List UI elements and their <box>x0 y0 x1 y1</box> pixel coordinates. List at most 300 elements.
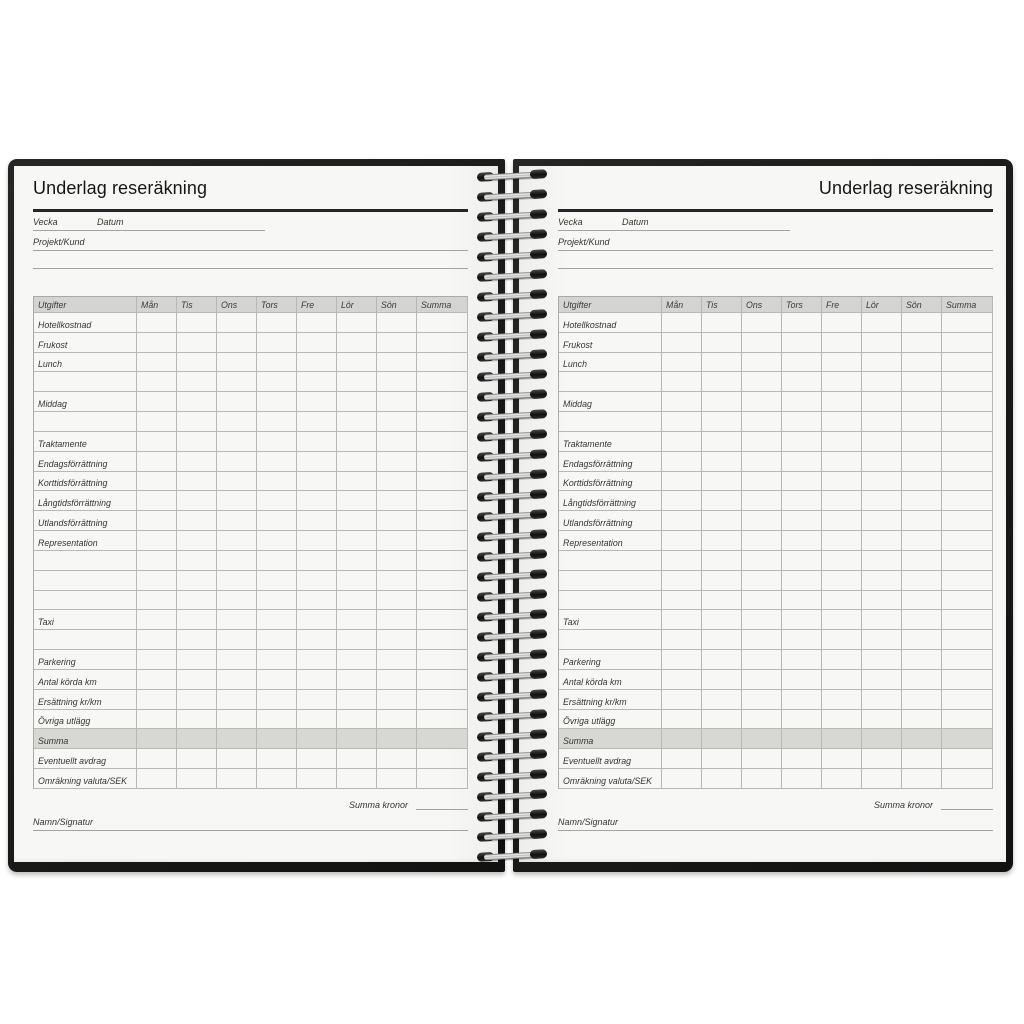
expense-value-cell <box>297 749 337 769</box>
expense-value-cell <box>137 610 177 630</box>
expense-value-cell <box>742 710 782 730</box>
spiral-coil <box>477 209 547 222</box>
expense-value-cell <box>417 313 468 333</box>
spiral-coil-wire <box>484 851 540 860</box>
expense-row-label: Parkering <box>34 650 137 670</box>
expense-value-cell <box>942 412 993 432</box>
expense-value-cell <box>902 491 942 511</box>
expense-value-cell <box>782 610 822 630</box>
spiral-coil-wire <box>484 191 540 200</box>
expense-value-cell <box>377 710 417 730</box>
expense-value-cell <box>417 372 468 392</box>
expense-value-cell <box>217 432 257 452</box>
spiral-coil-wire <box>484 791 540 800</box>
spiral-binding <box>477 171 547 863</box>
expense-row-label: Summa <box>559 729 662 749</box>
column-header-day: Ons <box>217 297 257 313</box>
expense-value-cell <box>217 452 257 472</box>
expense-value-cell <box>177 452 217 472</box>
expense-value-cell <box>177 571 217 591</box>
expense-value-cell <box>217 690 257 710</box>
expense-value-cell <box>417 412 468 432</box>
expense-value-cell <box>417 710 468 730</box>
expense-value-cell <box>377 412 417 432</box>
expense-value-cell <box>902 333 942 353</box>
expense-value-cell <box>217 650 257 670</box>
expense-value-cell <box>662 769 702 789</box>
expense-value-cell <box>742 333 782 353</box>
expense-value-cell <box>862 491 902 511</box>
spiral-coil-wire <box>484 411 540 420</box>
expense-row-label: Middag <box>559 392 662 412</box>
expense-value-cell <box>257 630 297 650</box>
spiral-coil <box>477 669 547 682</box>
expense-value-cell <box>217 670 257 690</box>
spiral-coil <box>477 409 547 422</box>
expense-value-cell <box>902 372 942 392</box>
expense-value-cell <box>702 571 742 591</box>
expense-value-cell <box>337 749 377 769</box>
expense-row-label: Långtidsförrättning <box>559 491 662 511</box>
expense-row-label: Lunch <box>34 353 137 373</box>
expense-value-cell <box>377 769 417 789</box>
expense-value-cell <box>742 372 782 392</box>
spiral-coil-wire <box>484 571 540 580</box>
column-header-day: Fre <box>822 297 862 313</box>
expense-value-cell <box>862 650 902 670</box>
expense-value-cell <box>177 690 217 710</box>
expense-value-cell <box>257 511 297 531</box>
expense-value-cell <box>862 472 902 492</box>
spiral-coil-wire <box>484 271 540 280</box>
expense-value-cell <box>337 630 377 650</box>
expense-value-cell <box>137 452 177 472</box>
expense-row-label <box>34 630 137 650</box>
spiral-coil-wire <box>484 451 540 460</box>
expense-value-cell <box>942 392 993 412</box>
expense-row-label: Taxi <box>559 610 662 630</box>
expense-value-cell <box>662 749 702 769</box>
expense-value-cell <box>662 571 702 591</box>
expense-value-cell <box>822 372 862 392</box>
expense-value-cell <box>137 392 177 412</box>
extra-writing-line <box>33 268 468 269</box>
sum-kronor-line <box>941 809 993 810</box>
expense-value-cell <box>782 551 822 571</box>
sum-kronor-label: Summa kronor <box>348 800 408 810</box>
expense-value-cell <box>177 710 217 730</box>
expense-value-cell <box>177 769 217 789</box>
expense-value-cell <box>177 472 217 492</box>
signature-label: Namn/Signatur <box>33 817 94 827</box>
expense-value-cell <box>662 531 702 551</box>
expense-row-label <box>34 591 137 611</box>
expense-value-cell <box>782 452 822 472</box>
expense-value-cell <box>702 392 742 412</box>
expense-value-cell <box>217 710 257 730</box>
expense-row-label <box>559 551 662 571</box>
expense-value-cell <box>782 710 822 730</box>
expense-row-label: Representation <box>559 531 662 551</box>
expense-value-cell <box>177 511 217 531</box>
expense-value-cell <box>822 769 862 789</box>
signature-label: Namn/Signatur <box>558 817 619 827</box>
expense-value-cell <box>662 372 702 392</box>
expense-value-cell <box>822 749 862 769</box>
expense-row-label: Summa <box>34 729 137 749</box>
expense-row-label <box>559 372 662 392</box>
expense-row-label: Omräkning valuta/SEK <box>559 769 662 789</box>
expense-value-cell <box>257 412 297 432</box>
spiral-coil <box>477 529 547 542</box>
expense-value-cell <box>217 511 257 531</box>
expense-value-cell <box>377 630 417 650</box>
expense-value-cell <box>377 571 417 591</box>
spiral-coil <box>477 709 547 722</box>
expense-value-cell <box>782 491 822 511</box>
expense-value-cell <box>217 769 257 789</box>
spiral-coil <box>477 789 547 802</box>
expense-row-label <box>34 551 137 571</box>
expense-value-cell <box>822 313 862 333</box>
expense-value-cell <box>822 729 862 749</box>
expense-value-cell <box>257 690 297 710</box>
expense-table <box>33 296 468 789</box>
expense-value-cell <box>137 412 177 432</box>
column-header-day: Tors <box>782 297 822 313</box>
expense-value-cell <box>297 372 337 392</box>
expense-value-cell <box>662 412 702 432</box>
spiral-coil-wire <box>484 551 540 560</box>
expense-value-cell <box>217 313 257 333</box>
expense-value-cell <box>702 372 742 392</box>
spiral-coil-wire <box>484 291 540 300</box>
spiral-coil <box>477 229 547 242</box>
expense-row-label: Eventuellt avdrag <box>34 749 137 769</box>
form-content <box>558 166 993 862</box>
expense-value-cell <box>137 630 177 650</box>
expense-value-cell <box>417 511 468 531</box>
expense-value-cell <box>377 690 417 710</box>
expense-value-cell <box>297 531 337 551</box>
expense-value-cell <box>862 690 902 710</box>
spiral-coil <box>477 429 547 442</box>
spiral-coil <box>477 469 547 482</box>
expense-row-label: Endagsförrättning <box>34 452 137 472</box>
expense-value-cell <box>257 710 297 730</box>
expense-value-cell <box>137 372 177 392</box>
expense-value-cell <box>942 769 993 789</box>
expense-value-cell <box>417 353 468 373</box>
column-header-day: Summa <box>417 297 468 313</box>
expense-row-label <box>559 630 662 650</box>
expense-value-cell <box>297 432 337 452</box>
expense-value-cell <box>782 333 822 353</box>
expense-value-cell <box>702 650 742 670</box>
expense-value-cell <box>377 729 417 749</box>
expense-value-cell <box>742 670 782 690</box>
expense-value-cell <box>177 531 217 551</box>
expense-value-cell <box>702 353 742 373</box>
spiral-coil-wire <box>484 671 540 680</box>
expense-value-cell <box>662 630 702 650</box>
spiral-coil-wire <box>484 771 540 780</box>
expense-value-cell <box>702 452 742 472</box>
expense-value-cell <box>217 610 257 630</box>
expense-value-cell <box>137 472 177 492</box>
expense-value-cell <box>862 710 902 730</box>
expense-value-cell <box>702 511 742 531</box>
spiral-coil-wire <box>484 371 540 380</box>
expense-value-cell <box>137 769 177 789</box>
expense-value-cell <box>297 392 337 412</box>
expense-value-cell <box>377 452 417 472</box>
expense-value-cell <box>742 610 782 630</box>
spiral-coil <box>477 369 547 382</box>
spiral-coil <box>477 289 547 302</box>
expense-value-cell <box>257 432 297 452</box>
expense-value-cell <box>942 452 993 472</box>
expense-value-cell <box>902 749 942 769</box>
expense-value-cell <box>822 591 862 611</box>
expense-row-label: Traktamente <box>559 432 662 452</box>
expense-value-cell <box>662 650 702 670</box>
spiral-coil-wire <box>484 431 540 440</box>
expense-value-cell <box>297 571 337 591</box>
expense-value-cell <box>782 412 822 432</box>
expense-row-label: Frukost <box>34 333 137 353</box>
expense-row-label: Lunch <box>559 353 662 373</box>
expense-row-label: Korttidsförrättning <box>559 472 662 492</box>
expense-value-cell <box>377 610 417 630</box>
spiral-coil-wire <box>484 631 540 640</box>
expense-value-cell <box>662 491 702 511</box>
column-header-day: Mån <box>137 297 177 313</box>
expense-value-cell <box>257 333 297 353</box>
expense-value-cell <box>902 432 942 452</box>
expense-value-cell <box>902 610 942 630</box>
column-header-day: Summa <box>942 297 993 313</box>
expense-value-cell <box>902 690 942 710</box>
expense-value-cell <box>862 769 902 789</box>
expense-value-cell <box>742 551 782 571</box>
expense-value-cell <box>377 531 417 551</box>
expense-row-label: Antal körda km <box>559 670 662 690</box>
column-header-day: Fre <box>297 297 337 313</box>
expense-value-cell <box>137 749 177 769</box>
expense-value-cell <box>942 650 993 670</box>
expense-value-cell <box>942 511 993 531</box>
expense-value-cell <box>862 452 902 472</box>
expense-value-cell <box>217 729 257 749</box>
expense-value-cell <box>862 630 902 650</box>
expense-value-cell <box>702 531 742 551</box>
expense-value-cell <box>822 630 862 650</box>
spiral-coil-wire <box>484 811 540 820</box>
expense-value-cell <box>257 392 297 412</box>
expense-value-cell <box>257 452 297 472</box>
expense-value-cell <box>217 472 257 492</box>
expense-value-cell <box>137 491 177 511</box>
expense-value-cell <box>337 472 377 492</box>
expense-value-cell <box>742 650 782 670</box>
expense-value-cell <box>297 313 337 333</box>
expense-value-cell <box>902 630 942 650</box>
expense-value-cell <box>297 610 337 630</box>
expense-value-cell <box>137 729 177 749</box>
spiral-coil-wire <box>484 311 540 320</box>
expense-value-cell <box>702 749 742 769</box>
expense-value-cell <box>742 769 782 789</box>
spiral-coil-wire <box>484 471 540 480</box>
spiral-coil-wire <box>484 831 540 840</box>
expense-row-label <box>559 591 662 611</box>
expense-row-label <box>559 571 662 591</box>
expense-value-cell <box>337 769 377 789</box>
expense-value-cell <box>137 511 177 531</box>
expense-row-label <box>34 372 137 392</box>
expense-value-cell <box>822 610 862 630</box>
expense-row-label <box>559 412 662 432</box>
column-header-day: Mån <box>662 297 702 313</box>
expense-value-cell <box>862 353 902 373</box>
expense-value-cell <box>702 432 742 452</box>
expense-value-cell <box>662 710 702 730</box>
expense-value-cell <box>377 591 417 611</box>
sum-kronor-line <box>416 809 468 810</box>
spiral-coil-wire <box>484 391 540 400</box>
expense-value-cell <box>662 452 702 472</box>
expense-row-label: Frukost <box>559 333 662 353</box>
expense-value-cell <box>417 551 468 571</box>
expense-value-cell <box>297 511 337 531</box>
expense-value-cell <box>742 432 782 452</box>
expense-value-cell <box>297 769 337 789</box>
expense-value-cell <box>822 551 862 571</box>
spiral-coil <box>477 569 547 582</box>
expense-value-cell <box>662 313 702 333</box>
spiral-coil-wire <box>484 231 540 240</box>
expense-form-page-left <box>14 166 498 862</box>
spiral-coil <box>477 249 547 262</box>
expense-value-cell <box>742 353 782 373</box>
expense-value-cell <box>417 690 468 710</box>
expense-value-cell <box>297 472 337 492</box>
expense-value-cell <box>337 571 377 591</box>
expense-value-cell <box>822 511 862 531</box>
expense-value-cell <box>942 472 993 492</box>
expense-value-cell <box>417 591 468 611</box>
expense-value-cell <box>782 372 822 392</box>
expense-value-cell <box>177 670 217 690</box>
expense-value-cell <box>337 432 377 452</box>
expense-value-cell <box>942 372 993 392</box>
expense-value-cell <box>742 392 782 412</box>
expense-value-cell <box>942 313 993 333</box>
column-header-day: Sön <box>377 297 417 313</box>
expense-value-cell <box>782 432 822 452</box>
expense-row-label <box>34 571 137 591</box>
expense-value-cell <box>217 551 257 571</box>
expense-value-cell <box>297 353 337 373</box>
spiral-coil-wire <box>484 611 540 620</box>
expense-value-cell <box>137 551 177 571</box>
expense-value-cell <box>822 452 862 472</box>
expense-value-cell <box>217 591 257 611</box>
expense-value-cell <box>297 491 337 511</box>
expense-value-cell <box>902 452 942 472</box>
spiral-coil-wire <box>484 351 540 360</box>
spiral-coil <box>477 309 547 322</box>
expense-value-cell <box>417 392 468 412</box>
expense-value-cell <box>217 571 257 591</box>
expense-value-cell <box>377 749 417 769</box>
expense-value-cell <box>862 729 902 749</box>
spiral-coil <box>477 449 547 462</box>
expense-row-label: Utlandsförrättning <box>34 511 137 531</box>
column-header-day: Tis <box>702 297 742 313</box>
spiral-coil <box>477 489 547 502</box>
expense-value-cell <box>742 472 782 492</box>
expense-value-cell <box>742 313 782 333</box>
expense-value-cell <box>337 670 377 690</box>
expense-value-cell <box>782 670 822 690</box>
expense-value-cell <box>902 591 942 611</box>
project-writing-line <box>33 250 468 251</box>
expense-row-label: Middag <box>34 392 137 412</box>
spiral-coil-wire <box>484 251 540 260</box>
expense-value-cell <box>782 630 822 650</box>
expense-value-cell <box>742 591 782 611</box>
expense-value-cell <box>782 769 822 789</box>
spiral-coil <box>477 389 547 402</box>
expense-value-cell <box>782 749 822 769</box>
expense-value-cell <box>137 690 177 710</box>
expense-value-cell <box>377 333 417 353</box>
expense-value-cell <box>257 372 297 392</box>
expense-row-label: Utlandsförrättning <box>559 511 662 531</box>
expense-value-cell <box>337 729 377 749</box>
expense-value-cell <box>862 571 902 591</box>
expense-value-cell <box>417 531 468 551</box>
expense-value-cell <box>257 591 297 611</box>
spiral-coil <box>477 189 547 202</box>
expense-value-cell <box>902 571 942 591</box>
expense-value-cell <box>862 511 902 531</box>
expense-value-cell <box>702 591 742 611</box>
expense-value-cell <box>942 710 993 730</box>
expense-value-cell <box>377 650 417 670</box>
expense-value-cell <box>177 392 217 412</box>
expense-value-cell <box>822 333 862 353</box>
expense-value-cell <box>177 630 217 650</box>
signature-line <box>33 830 468 831</box>
spiral-coil <box>477 809 547 822</box>
expense-row-label: Korttidsförrättning <box>34 472 137 492</box>
spiral-coil-wire <box>484 731 540 740</box>
project-client-label: Projekt/Kund <box>33 237 85 247</box>
spiral-coil <box>477 549 547 562</box>
title-rule <box>33 209 468 212</box>
expense-value-cell <box>902 511 942 531</box>
expense-value-cell <box>782 729 822 749</box>
expense-value-cell <box>217 372 257 392</box>
expense-value-cell <box>662 392 702 412</box>
expense-value-cell <box>942 491 993 511</box>
expense-value-cell <box>217 749 257 769</box>
expense-value-cell <box>782 591 822 611</box>
column-header-day: Lör <box>337 297 377 313</box>
